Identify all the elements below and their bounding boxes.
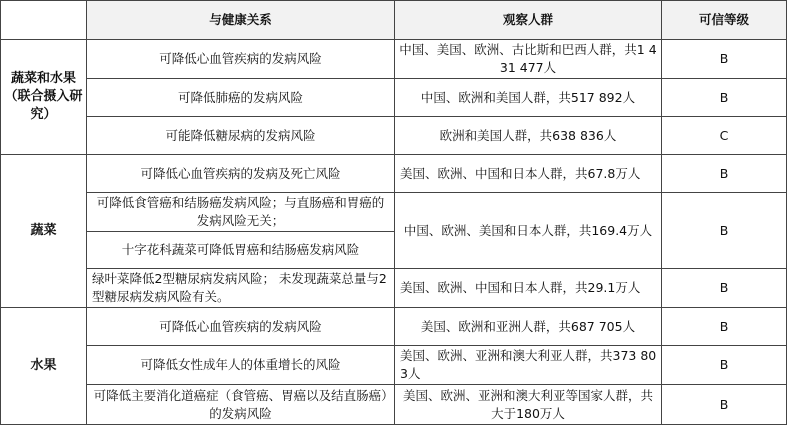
relation-cell: 可降低主要消化道癌症（食管癌、胃癌以及结直肠癌）的发病风险	[87, 385, 395, 425]
table-row	[1, 79, 787, 117]
table-row	[1, 193, 787, 232]
table-row	[1, 308, 787, 346]
relation-cell: 可降低女性成年人的体重增长的风险	[87, 346, 395, 385]
group-label-vegetables: 蔬菜	[1, 155, 87, 308]
table-header-row	[1, 1, 787, 40]
header-population: 观察人群	[395, 1, 662, 40]
header-health-relation: 与健康关系	[87, 1, 395, 40]
group-label-fruits: 水果	[1, 308, 87, 425]
relation-cell: 可降低心血管疾病的发病风险	[87, 40, 395, 79]
table-row	[1, 155, 787, 193]
population-cell: 中国、欧洲、美国和日本人群，共169.4万人	[395, 193, 662, 269]
population-cell: 美国、欧洲、中国和日本人群，共67.8万人	[395, 155, 662, 193]
relation-cell: 可降低肺癌的发病风险	[87, 79, 395, 117]
header-category	[1, 1, 87, 40]
population-cell: 欧洲和美国人群，共638 836人	[395, 117, 662, 155]
grade-cell: B	[662, 269, 787, 308]
table-row	[1, 117, 787, 155]
relation-cell: 可降低心血管疾病的发病风险	[87, 308, 395, 346]
grade-cell: B	[662, 40, 787, 79]
population-cell: 美国、欧洲、亚洲和澳大利亚等国家人群，共大于180万人	[395, 385, 662, 425]
grade-cell: B	[662, 346, 787, 385]
relation-cell: 可降低心血管疾病的发病及死亡风险	[87, 155, 395, 193]
table-row	[1, 346, 787, 385]
population-cell: 中国、美国、欧洲、古比斯和巴西人群，共1 431 477人	[395, 40, 662, 79]
grade-cell: C	[662, 117, 787, 155]
grade-cell: B	[662, 79, 787, 117]
relation-cell: 绿叶菜降低2型糖尿病发病风险； 未发现蔬菜总量与2型糖尿病发病风险有关。	[87, 269, 395, 308]
population-cell: 美国、欧洲、中国和日本人群，共29.1万人	[395, 269, 662, 308]
population-cell: 美国、欧洲、亚洲和澳大利亚人群，共373 803人	[395, 346, 662, 385]
table-row	[1, 385, 787, 425]
table-row	[1, 269, 787, 308]
table-row	[1, 40, 787, 79]
relation-cell: 可能降低糖尿病的发病风险	[87, 117, 395, 155]
grade-cell: B	[662, 193, 787, 269]
header-grade: 可信等级	[662, 1, 787, 40]
relation-cell: 十字花科蔬菜可降低胃癌和结肠癌发病风险	[87, 232, 395, 269]
population-cell: 中国、欧洲和美国人群，共517 892人	[395, 79, 662, 117]
grade-cell: B	[662, 385, 787, 425]
grade-cell: B	[662, 308, 787, 346]
relation-cell: 可降低食管癌和结肠癌发病风险；与直肠癌和胃癌的发病风险无关；	[87, 193, 395, 232]
population-cell: 美国、欧洲和亚洲人群，共687 705人	[395, 308, 662, 346]
grade-cell: B	[662, 155, 787, 193]
group-label-veg-fruit: 蔬菜和水果（联合摄入研究）	[1, 40, 87, 155]
